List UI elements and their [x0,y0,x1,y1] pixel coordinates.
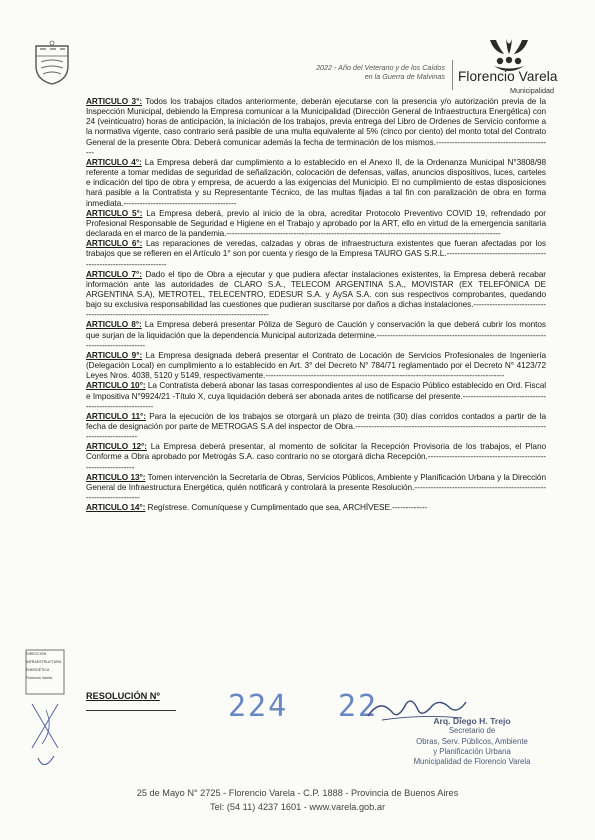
article-text: La Empresa deberá presentar Póliza de Seguro de Caución y conservación la que deberá cubrir los montos que surjan de la liquidación que la dependencia Municipal autorizada determine.------------------------------------------------------------------------------------- [86,320,546,350]
article-paragraph [86,97,546,158]
signatory-line-3: y Planificación Urbana [433,746,511,756]
article-paragraph [86,442,546,472]
article-paragraph [86,209,546,239]
signatory-name: Arq. Diego H. Trejo [433,716,511,726]
article-heading: ARTICULO 8°: [86,320,142,330]
article-heading: ARTICULO 4°: [86,157,142,167]
resolution-number-stamp: 224 [228,689,289,724]
article-paragraph [86,473,546,503]
side-stamp-line-1: DIRECCIÓN [26,652,47,656]
article-text: La Contratista deberá abonar las tasas correspondientes al uso de Espacio Público establecido en Ord. Fiscal e Impositiva N°9924/21 -Título X, cuya liquidación deberá ser abonada antes de notificarse del presente.-------------------------------------------------------- [86,381,546,411]
article-text: La Empresa deberá, previo al inicio de la obra, acreditar Protocolo Preventivo COVID 19, refrendado por Profesional Responsable de Seguridad e Higiene en el Trabajo y aprobado por la ART, ello en virtud de la emergencia sanitaria declarada en el marco de la pandemia.------------------------------------------------------------------------------------------------------ [86,208,546,239]
article-heading: ARTICULO 11°: [86,411,146,421]
resolution-body [86,97,546,513]
brand-name: Florencio Varela [458,69,558,84]
signature-block [388,716,556,767]
resolution-underline [86,710,176,711]
municipal-crest-icon [32,40,72,86]
footer-contact: Tel: (54 11) 4237 1601 - www.varela.gob.ar [210,802,385,812]
article-heading: ARTICULO 14°: [86,503,146,513]
article-text: La Empresa deberá dar cumplimiento a lo establecido en el Anexo II, de la Ordenanza Municipal N°3808/98 referente a tomar medidas de seguridad de señalización, colocación de defensas, vallas, anuncios dispositivos, luces, carteles e indicación del tipo de obra y empresa, de acuerdo a las exigencias del Municipio. El no cumplimiento de estas disposiciones hará pasible a la Contratista y su Representante Técnico, de las multas fijadas a tal fin con paralización de obra en forma inmediata.------------------------------------------ [86,157,547,208]
article-text: Dado el tipo de Obra a ejecutar y que pudiera afectar instalaciones existentes, la Empresa deberá recabar información ante las autoridades de CLARO S.A., TELECOM ARGENTINA S.A., MOVISTAR (EX TELEFÓNICA DE ARGENTINA S.A), METROTEL, TELECENTRO, EDESUR S.A. y AySA S.A. con sus respectivos comprobantes, quedando bajo su exclusiva responsabilidad las cuestiones que pudieran suscitarse por daños a dichas instalaciones.----------------------------------------------------------------------------------------------- [86,269,546,320]
side-stamp-line-3: ENERGÉTICA [26,668,50,672]
resolution-year-stamp: 22 [338,689,379,724]
article-text: Regístrese. Comuníquese y Cumplimentado que sea, ARCHÍVESE.------------- [145,503,428,513]
article-text: Tomen intervención la Secretaría de Obras, Servicios Públicos, Ambiente y Planificación Urbana y la Dirección General de Infraestructura Energética, quién notificará y controlará la presente Resolución.--------------------------------------------------------------------- [86,472,546,503]
article-paragraph [86,351,546,381]
article-heading: ARTICULO 10°: [86,381,146,391]
article-paragraph [86,158,546,209]
article-heading: ARTICULO 3°: [86,97,143,106]
article-text: Para la ejecución de los trabajos se otorgará un plazo de treinta (30) días corridos contados a partir de la fecha de designación por parte de METROGAS S.A del inspector de Obra.------------------------------------------------------------------------------------------ [86,411,546,442]
header-divider [452,60,453,90]
motto-line-2: en la Guerra de Malvinas [364,72,445,81]
article-heading: ARTICULO 12°: [86,442,147,452]
article-paragraph [86,503,546,513]
article-heading: ARTICULO 6°: [86,239,143,249]
article-paragraph [86,270,546,321]
article-text: Todos los trabajos citados anteriormente, deberán ejecutarse con la presencia y/o autorización previa de la Inspección Municipal, debiendo la Empresa comunicar a la Municipalidad (Dirección General de Infraestructura Energética) con 24 (veinticuatro) horas de anticipación, la iniciación de los trabajos, previa entrega del Libro de Ordenes de Servicio conforme a la normativa vigente, caso contrario será pasible de una multa equivalente al 5% (cinco por ciento) del monto total del Contrato General de la presente Obra. Deberá comunicar además la fecha de terminación de los mismos.-------------------------------------------- [86,97,547,157]
side-stamp-line-4: Florencio Varela [26,676,52,680]
article-heading: ARTICULO 13°: [86,472,146,482]
signatory-line-2: Obras, Serv. Públicos, Ambiente [416,736,528,746]
article-paragraph [86,239,546,269]
signatory-line-4: Municipalidad de Florencio Varela [413,757,531,767]
article-text: Las reparaciones de veredas, calzadas y obras de infraestructura existentes que fueran afectadas por los trabajos que se refieren en el Artículo 1° son por cuenta y riesgo de la Empresa TAURO GAS S.R.L.------------------------------------------------------------------- [86,239,546,269]
article-paragraph [86,320,546,350]
article-heading: ARTICULO 9°: [86,350,143,360]
article-heading: ARTICULO 5°: [86,208,143,218]
article-text: La Empresa deberá presentar, al momento de solicitar la Recepción Provisoria de los trabajos, el Plano Conforme a Obra aprobado por Metrogás S.A. caso contrario no se otorgará dicha Recepción.-------------------------------------------------------------- [86,442,547,472]
signatory-line-1: Secretario de [448,726,496,736]
year-motto [240,63,445,81]
motto-line-1: 2022 - Año del Veterano y de los Caídos [316,63,445,72]
article-text: La Empresa designada deberá presentar el Contrato de Locación de Servicios Profesionales de Ingeniería (Delegación Local) en cumplimiento a lo establecido en Art. 3° del Decreto N° 784/71 reglamentado por el Decreto N° 4123/72 Leyes Nros. 4038, 5120 y 5149, respectivamente.----------------------------------------------------------------------------------------- [86,350,546,381]
article-paragraph [86,381,546,411]
article-paragraph [86,412,546,442]
brand-subtitle: Municipalidad [510,86,554,95]
article-heading: ARTICULO 7°: [86,269,142,279]
resolution-label: RESOLUCIÓN Nº [86,691,160,701]
side-stamp-line-2: INFRAESTRUCTURA [26,660,62,664]
footer-address: 25 de Mayo N° 2725 - Florencio Varela - C.P. 1888 - Provincia de Buenos Aires [136,788,459,798]
